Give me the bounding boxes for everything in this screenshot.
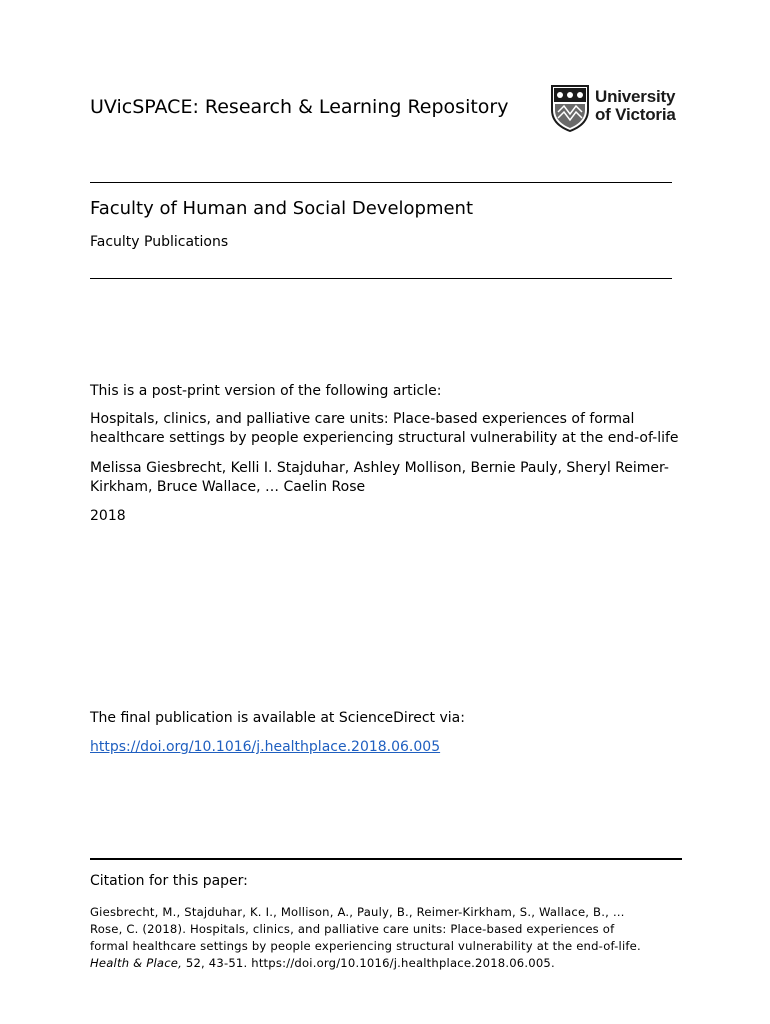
university-crest-icon — [550, 84, 590, 132]
authors-line: Melissa Giesbrecht, Kelli I. Stajduhar, Ashley Mollison, Bernie Pauly, Sheryl Reimer- — [90, 460, 669, 476]
citation-line — [90, 955, 680, 972]
article-year: 2018 — [90, 508, 126, 524]
repository-title: UVicSPACE: Research & Learning Repository — [90, 96, 509, 118]
logo-wordmark — [595, 88, 676, 124]
publication-availability: The final publication is available at ScienceDirect via: — [90, 710, 465, 726]
university-logo — [550, 84, 680, 134]
citation-line: Rose, C. (2018). Hospitals, clinics, and palliative care units: Place-based experiences of — [90, 922, 615, 936]
top-divider — [90, 182, 672, 183]
logo-text-university: University — [595, 87, 676, 106]
citation-text — [90, 904, 680, 972]
citation-line: Giesbrecht, M., Stajduhar, K. I., Mollison, A., Pauly, B., Reimer-Kirkham, S., Wallace, B., … — [90, 905, 625, 919]
authors-line: Kirkham, Bruce Wallace, … Caelin Rose — [90, 479, 366, 495]
doi-link-container — [90, 738, 680, 757]
citation-volume-pages: 52, 43-51. https://doi.org/10.1016/j.healthplace.2018.06.005. — [182, 956, 555, 970]
doi-link[interactable]: https://doi.org/10.1016/j.healthplace.2018.06.005 — [90, 739, 441, 755]
article-title-line: healthcare settings by people experiencing structural vulnerability at the end-of-life — [90, 430, 679, 446]
logo-text-of-victoria: of Victoria — [595, 105, 676, 124]
collection-name: Faculty Publications — [90, 234, 229, 250]
faculty-name: Faculty of Human and Social Development — [90, 198, 474, 219]
citation-heading: Citation for this paper: — [90, 873, 248, 889]
article-title — [90, 410, 680, 448]
article-authors — [90, 459, 680, 497]
citation-divider — [90, 858, 682, 860]
citation-line: formal healthcare settings by people experiencing structural vulnerability at the end-of-life. — [90, 939, 641, 953]
section-divider — [90, 278, 672, 279]
article-title-line: Hospitals, clinics, and palliative care units: Place-based experiences of formal — [90, 411, 635, 427]
postprint-intro: This is a post-print version of the following article: — [90, 383, 442, 399]
citation-journal: Health & Place, — [90, 956, 182, 970]
